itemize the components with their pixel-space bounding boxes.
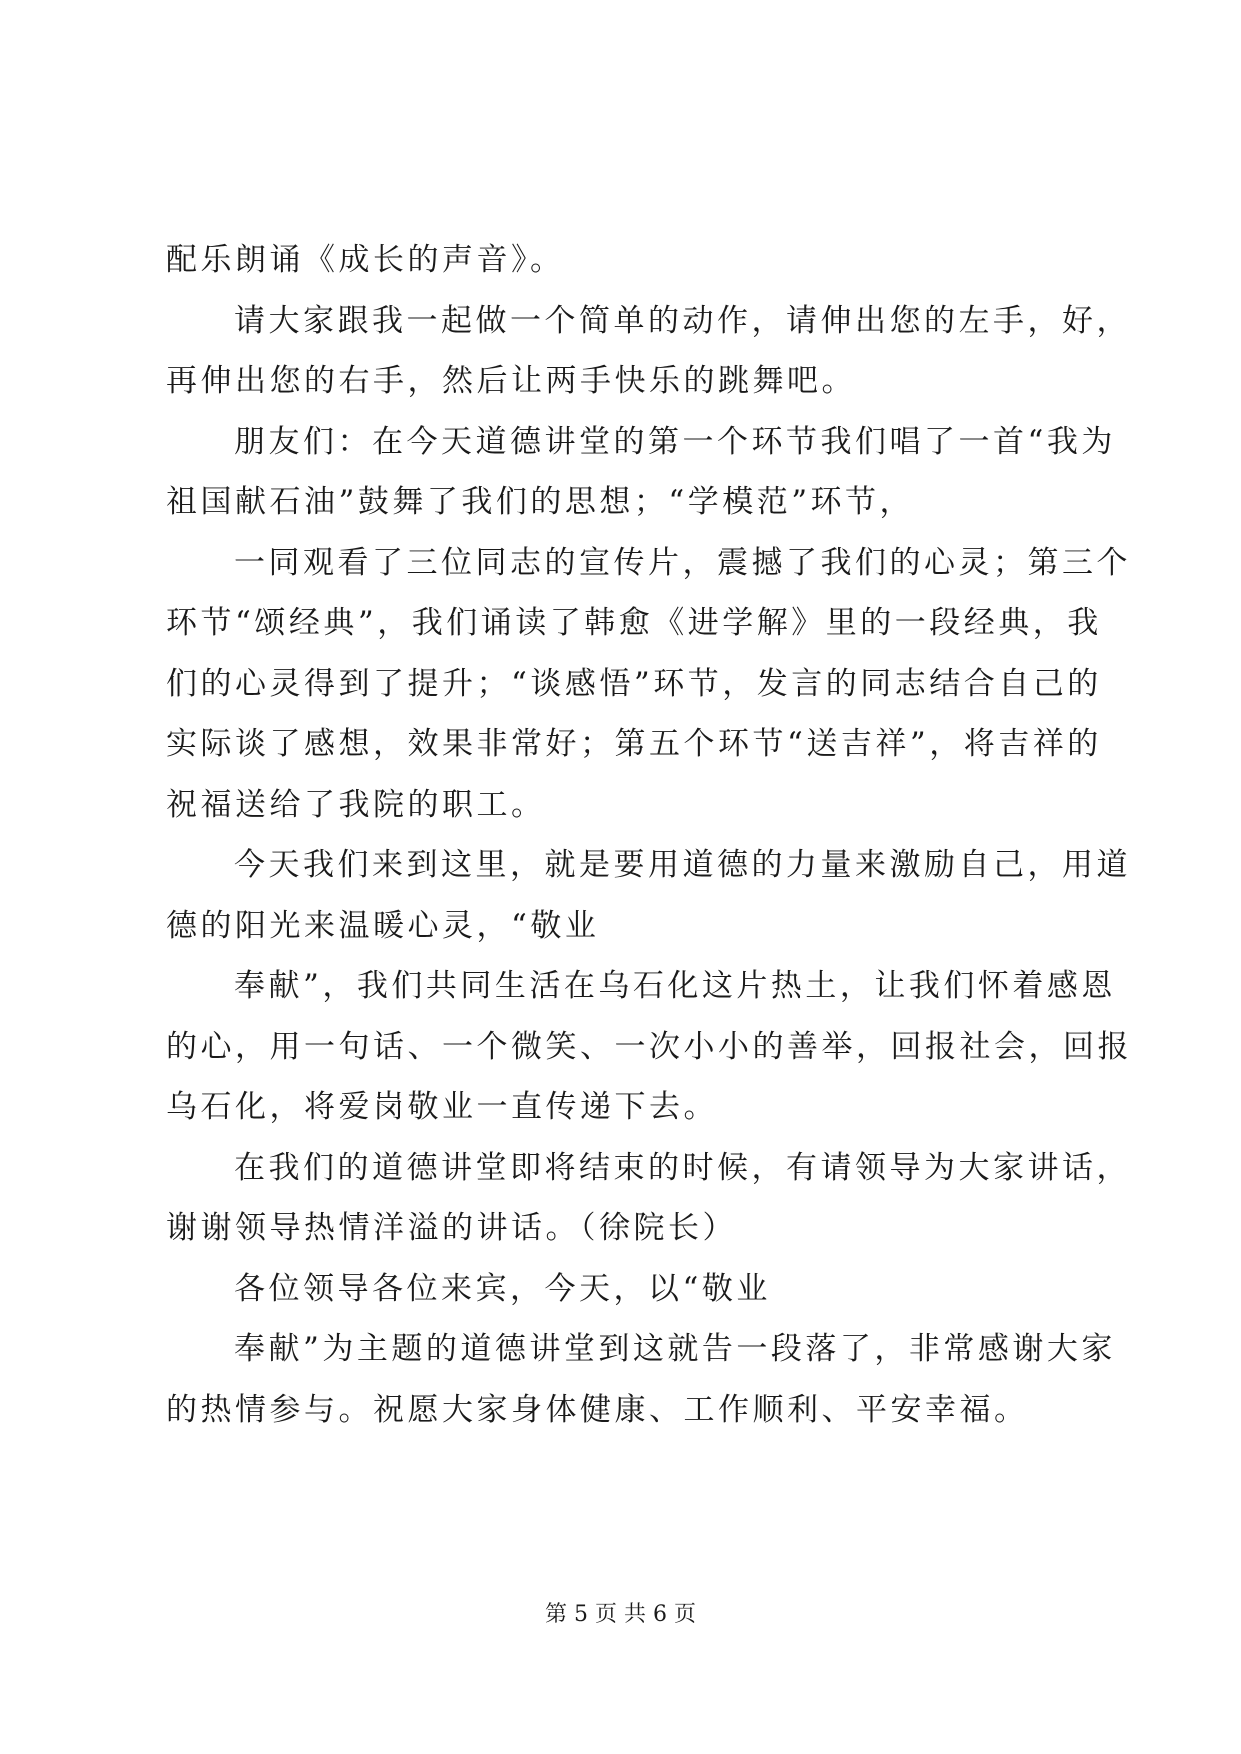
text-line: 奉献”，我们共同生活在乌石化这片热土，让我们怀着感恩 [234, 968, 1116, 1004]
text-line: 的心，用一句话、一个微笑、一次小小的善举，回报社会，回报 [166, 1028, 1132, 1065]
text-line: 今天我们来到这里，就是要用道德的力量来激励自己，用道 [234, 847, 1131, 883]
text-line: 实际谈了感想，效果非常好；第五个环节“送吉祥”，将吉祥的 [166, 726, 1102, 762]
text-line: 德的阳光来温暖心灵，“敬业 [166, 907, 600, 944]
page-number-label: 第 5 页 共 6 页 [545, 1602, 696, 1627]
text-line: 谢谢领导热情洋溢的讲话。（徐院长） [166, 1210, 737, 1246]
text-line: 奉献”为主题的道德讲堂到这就告一段落了，非常感谢大家 [234, 1331, 1116, 1367]
text-line: 请大家跟我一起做一个简单的动作，请伸出您的左手，好， [234, 302, 1131, 339]
text-line: 各位领导各位来宾，今天，以“敬业 [234, 1270, 771, 1307]
page-footer [0, 1597, 1241, 1628]
text-line: 在我们的道德讲堂即将结束的时候，有请领导为大家讲话， [234, 1149, 1131, 1186]
text-line: 配乐朗诵《成长的声音》。 [166, 242, 565, 278]
text-line: 环节“颂经典”，我们诵读了韩愈《进学解》里的一段经典，我 [166, 605, 1102, 641]
text-line: 们的心灵得到了提升；“谈感悟”环节，发言的同志结合自己的 [166, 665, 1102, 702]
text-line: 的热情参与。祝愿大家身体健康、工作顺利、平安幸福。 [166, 1391, 1029, 1428]
text-line: 乌石化，将爱岗敬业一直传递下去。 [166, 1089, 718, 1125]
text-line: 再伸出您的右手，然后让两手快乐的跳舞吧。 [166, 363, 856, 399]
text-line: 朋友们：在今天道德讲堂的第一个环节我们唱了一首“我为 [234, 423, 1116, 460]
text-line: 祝福送给了我院的职工。 [166, 786, 546, 823]
text-line: 祖国献石油”鼓舞了我们的思想；“学模范”环节， [166, 484, 915, 520]
document-body [166, 230, 1132, 1440]
text-line: 一同观看了三位同志的宣传片，震撼了我们的心灵；第三个 [234, 544, 1131, 581]
